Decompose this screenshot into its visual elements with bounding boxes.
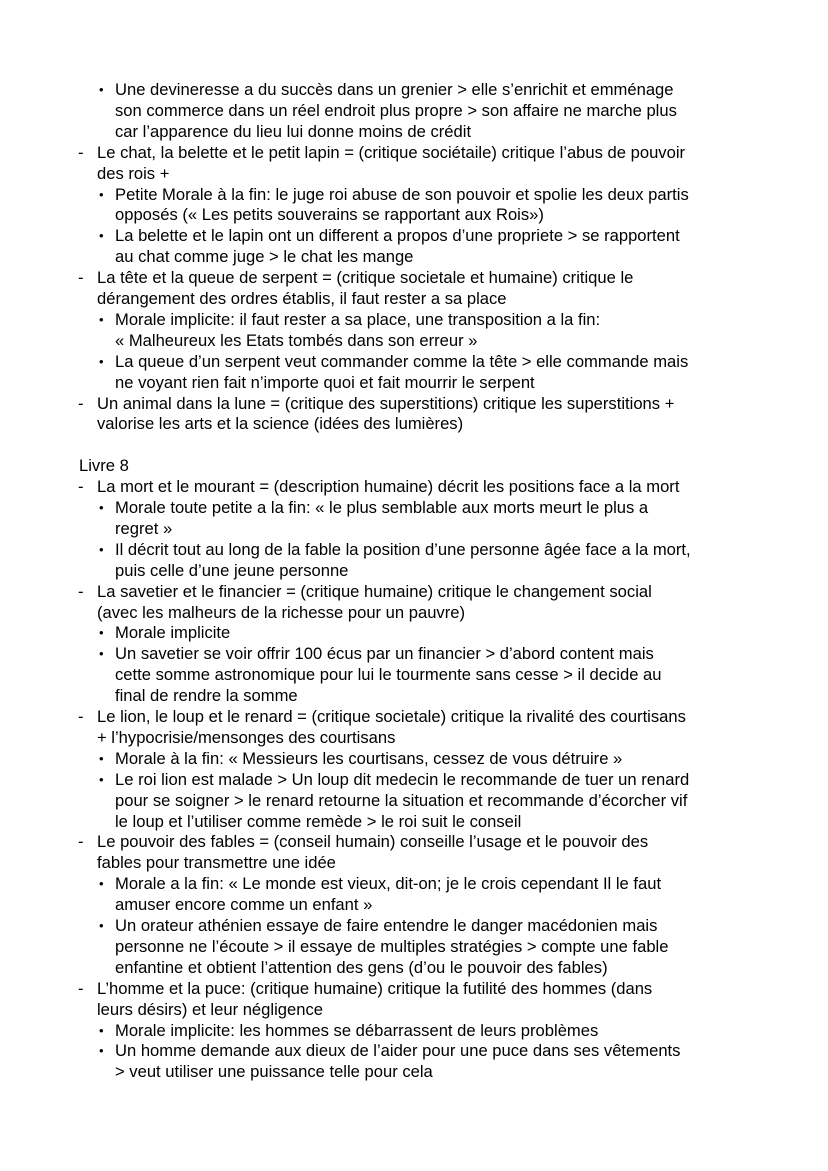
dash-marker: - — [78, 581, 84, 601]
fable-entry — [78, 142, 686, 185]
item-text: Morale a la fin: « Le monde est vieux, dit-on; je le crois cependant Il le faut amuser encore comme un enfant » — [115, 874, 662, 915]
item-text: Morale implicite: il faut rester a sa place, une transposition a la fin: « Malheureux les Etats tombés dans son erreur » — [115, 309, 601, 350]
bullet-item — [99, 309, 601, 352]
item-text: Une devineresse a du succès dans un grenier > elle s’enrichit et emménage son commerce dans un réel endroit plus propre > son affaire ne marche plus car l’apparence du lieu lui donne moins de crédit — [115, 80, 677, 141]
fable-entry — [78, 581, 652, 624]
bullet-item — [99, 184, 689, 227]
bullet-item — [99, 1020, 599, 1042]
bullet-item — [99, 1041, 681, 1083]
item-text: Morale implicite: les hommes se débarrassent de leurs problèmes — [115, 1020, 599, 1040]
item-text: Un homme demande aux dieux de l’aider pour une puce dans ses vêtements > veut utiliser une puissance telle pour cela — [115, 1041, 681, 1082]
bullet-marker: • — [99, 918, 104, 933]
bullet-marker: • — [99, 541, 104, 557]
bullet-item — [99, 916, 669, 979]
heading-text: Livre 8 — [79, 456, 129, 476]
bullet-item — [99, 80, 677, 143]
bullet-marker: • — [99, 82, 104, 97]
dash-marker: - — [78, 707, 84, 726]
fable-entry — [78, 978, 653, 1021]
dash-marker: - — [78, 142, 84, 162]
bullet-marker: • — [99, 646, 104, 662]
item-text: La belette et le lapin ont un different a propos d’une propriete > se rapportent au chat comme juge > le chat les mange — [115, 226, 680, 267]
item-text: Morale toute petite a la fin: « le plus semblable aux morts meurt le plus a regret » — [115, 498, 649, 538]
dash-marker: - — [78, 832, 84, 852]
bullet-marker: • — [99, 750, 104, 766]
bullet-marker: • — [99, 186, 104, 202]
dash-marker: - — [78, 477, 84, 497]
bullet-item — [99, 498, 649, 540]
bullet-item — [99, 644, 662, 707]
bullet-item — [99, 226, 680, 268]
item-text: Il décrit tout au long de la fable la position d’une personne âgée face a la mort, puis celle d’une jeune personne — [115, 539, 691, 580]
item-text: La queue d’un serpent veut commander comme la tête > elle commande mais ne voyant rien fait n’importe quoi et fait mourrir le serpent — [115, 351, 689, 392]
item-text: Le lion, le loup et le renard = (critique societale) critique la rivalité des courtisans + l’hypocrisie/mensonges des courtisans — [97, 707, 686, 747]
bullet-marker: • — [99, 771, 104, 787]
fable-entry — [78, 268, 634, 310]
bullet-item — [99, 351, 689, 394]
dash-marker: - — [78, 978, 84, 998]
fable-entry — [78, 707, 686, 749]
bullet-marker: • — [99, 500, 104, 515]
item-text: La tête et la queue de serpent = (critique societale et humaine) critique le dérangement des ordres établis, il faut rester a sa place — [97, 268, 634, 308]
item-text: Morale implicite — [115, 623, 231, 643]
section-heading — [79, 456, 129, 477]
bullet-marker: • — [99, 353, 104, 369]
item-text: Petite Morale à la fin: le juge roi abuse de son pouvoir et spolie les deux partis opposés (« Les petits souverains se rapportant aux Rois») — [115, 184, 689, 225]
bullet-item — [99, 539, 691, 582]
dash-marker: - — [78, 393, 84, 413]
item-text: L’homme et la puce: (critique humaine) critique la futilité des hommes (dans leurs désirs) et leur négligence — [97, 978, 653, 1019]
fable-entry — [78, 393, 675, 436]
fable-entry — [78, 832, 649, 874]
bullet-marker: • — [99, 625, 104, 641]
item-text: Un savetier se voir offrir 100 écus par un financier > d’abord content mais cette somme astronomique pour lui le tourmente sans cesse > il decide au final de rendre la somme — [115, 644, 662, 706]
dash-marker: - — [78, 268, 84, 288]
fable-entry — [78, 477, 680, 498]
item-text: Le roi lion est malade > Un loup dit medecin le recommande de tuer un renard pour se soigner > le renard retourne la situation et recommande d’écorcher vif le loup et l’utiliser comme remède > le roi suit le conseil — [115, 769, 690, 831]
bullet-marker: • — [99, 311, 104, 327]
bullet-marker: • — [99, 876, 104, 892]
bullet-item — [99, 623, 231, 644]
bullet-item — [99, 769, 690, 833]
item-text: Le chat, la belette et le petit lapin = (critique sociétaile) critique l’abus de pouvoir des rois + — [97, 142, 686, 183]
item-text: Le pouvoir des fables = (conseil humain) conseille l’usage et le pouvoir des fables pour transmettre une idée — [97, 832, 649, 873]
item-text: La savetier et le financier = (critique humaine) critique le changement social (avec les malheurs de la richesse pour un pauvre) — [97, 581, 652, 622]
bullet-marker: • — [99, 1043, 104, 1059]
item-text: La mort et le mourant = (description humaine) décrit les positions face a la mort — [97, 477, 680, 497]
bullet-marker: • — [99, 228, 104, 244]
bullet-marker: • — [99, 1022, 104, 1038]
item-text: Un orateur athénien essaye de faire entendre le danger macédonien mais personne ne l’écoute > il essaye de multiples stratégies > compte une fable enfantine et obtient l’attention des gens (d’ou le pouvoir des fables) — [115, 916, 669, 977]
bullet-item — [99, 748, 623, 770]
item-text: Morale à la fin: « Messieurs les courtisans, cessez de vous détruire » — [115, 748, 623, 768]
item-text: Un animal dans la lune = (critique des superstitions) critique les superstitions + valorise les arts et la science (idées des lumières) — [97, 393, 675, 434]
bullet-item — [99, 874, 662, 916]
